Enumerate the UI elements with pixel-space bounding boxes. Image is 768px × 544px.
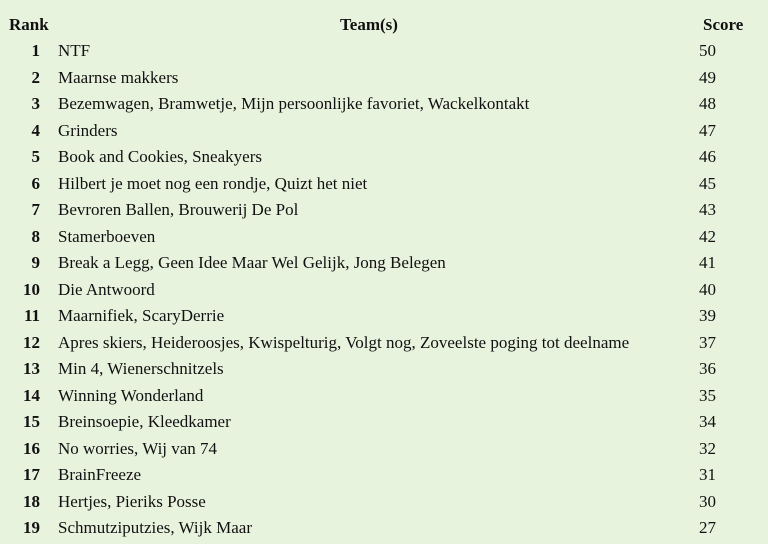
teams-cell: Min 4, Wienerschnitzels [58,359,224,378]
table-header [0,12,768,38]
rank-cell: 14 [23,385,40,405]
table-row [0,224,768,251]
rank-cell: 13 [23,359,40,378]
table-row [0,65,768,92]
table-row [0,91,768,118]
rank-cell: 5 [31,147,40,166]
rank-cell: 3 [31,94,40,113]
score-cell: 48 [699,94,716,113]
score-cell: 49 [699,67,716,87]
teams-cell: Winning Wonderland [58,385,204,405]
rank-cell: 1 [31,41,40,60]
score-cell: 50 [699,41,716,60]
score-cell: 41 [699,253,716,272]
score-cell: 31 [699,465,716,484]
table-row [0,144,768,171]
score-cell: 39 [699,306,716,325]
score-cell: 35 [699,385,716,405]
rank-cell: 6 [31,173,40,193]
score-cell: 32 [699,438,716,458]
table-row [0,462,768,489]
score-cell: 36 [699,359,716,378]
rank-cell: 15 [23,412,40,431]
table-row [0,118,768,145]
score-cell: 30 [699,491,716,511]
table-body [0,38,768,542]
rank-cell: 18 [23,491,40,511]
score-cell: 40 [699,279,716,299]
teams-cell: Stamerboeven [58,226,156,246]
teams-cell: Maarnifiek, ScaryDerrie [58,306,225,325]
teams-cell: Die Antwoord [58,279,155,299]
teams-cell: Bevroren Ballen, Brouwerij De Pol [58,200,299,219]
table-row [0,515,768,542]
teams-cell: NTF [58,41,91,60]
score-cell: 37 [699,332,716,352]
rank-cell: 2 [31,67,40,87]
teams-cell: Breinsoepie, Kleedkamer [58,412,231,431]
rank-cell: 4 [31,120,40,140]
score-cell: 46 [699,147,716,166]
teams-cell: Break a Legg, Geen Idee Maar Wel Gelijk, Jong Belegen [58,253,446,272]
score-cell: 42 [699,226,716,246]
teams-cell: Schmutziputzies, Wijk Maar [58,518,252,537]
score-cell: 34 [699,412,716,431]
table-row [0,277,768,304]
score-cell: 27 [699,518,716,537]
score-column-header: Score [703,15,744,34]
score-cell: 45 [699,173,716,193]
rank-cell: 12 [23,332,40,352]
rank-column-header: Rank [9,15,49,34]
teams-column-header: Team(s) [340,15,398,34]
table-row [0,303,768,330]
teams-cell: Bezemwagen, Bramwetje, Mijn persoonlijke favoriet, Wackelkontakt [58,94,530,113]
table-row [0,409,768,436]
teams-cell: Maarnse makkers [58,67,179,87]
teams-cell: No worries, Wij van 74 [58,438,218,458]
table-row [0,38,768,65]
rank-cell: 16 [23,438,40,458]
rank-cell: 9 [31,253,40,272]
rank-cell: 17 [23,465,40,484]
score-cell: 43 [699,200,716,219]
rank-cell: 7 [31,200,40,219]
teams-cell: Book and Cookies, Sneakyers [58,147,262,166]
teams-cell: Grinders [58,120,118,140]
rank-cell: 11 [23,306,40,325]
score-cell: 47 [699,120,716,140]
teams-cell: Apres skiers, Heideroosjes, Kwispelturig, Volgt nog, Zoveelste poging tot deelname [58,332,630,352]
rank-cell: 10 [23,279,40,299]
table-row [0,171,768,198]
table-row [0,436,768,463]
rank-cell: 8 [31,226,40,246]
table-row [0,250,768,277]
teams-cell: BrainFreeze [58,465,142,484]
teams-cell: Hilbert je moet nog een rondje, Quizt het niet [58,173,368,193]
table-row [0,330,768,357]
table-row [0,356,768,383]
table-row [0,383,768,410]
table-row [0,489,768,516]
table-row [0,197,768,224]
rank-cell: 19 [23,518,40,537]
teams-cell: Hertjes, Pieriks Posse [58,491,206,511]
